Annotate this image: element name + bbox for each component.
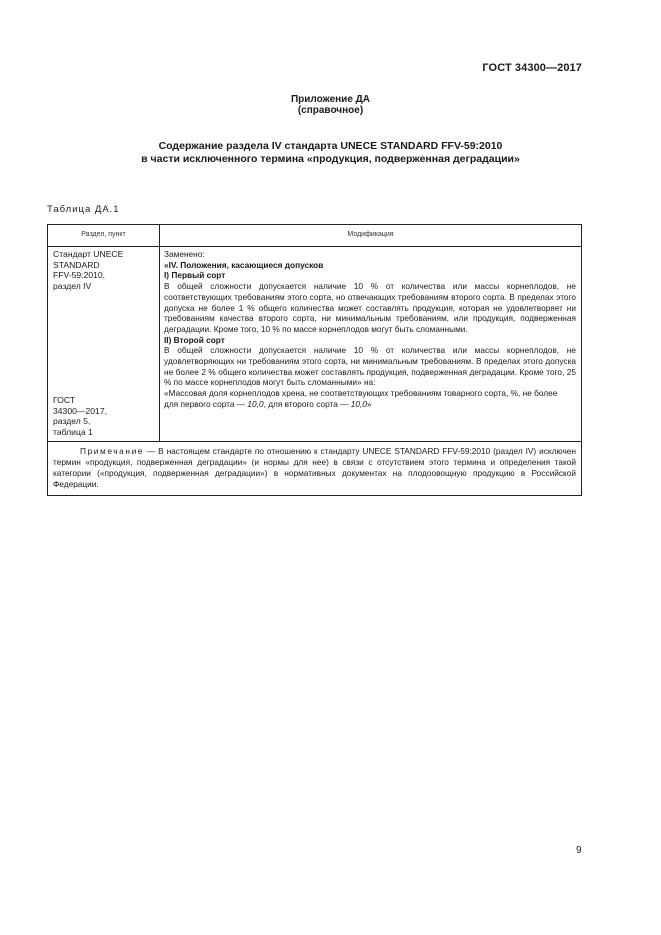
heading-line-2: в части исключенного термина «продукция, подверженная деградации» [141, 153, 520, 165]
tolerances-title: «IV. Положения, касающиеся допусков [164, 259, 324, 270]
replaced-label: Заменено: [164, 249, 205, 259]
section-heading [0, 140, 661, 166]
annex-title: Приложение ДА [290, 94, 371, 105]
class-1-text: В общей сложности допускается наличие 10 % от количества или массы корнеплодов, не соответствующих требованиям этого сорта, но отвечающих требованиям второго сорта. В пределах этого допуска не более 1 % общего количества может составлять продукция, которая не удовлетворяет ни требованиям качества второго сорта, ни минимальным требованиям, или продукция, подверженная деградации. Кроме того, 10 % по массе корнеплодов могут быть сломанными. [164, 281, 576, 334]
column-header-section: Раздел, пункт [48, 225, 160, 247]
standard-code: ГОСТ 34300—2017 [482, 62, 582, 74]
value-first-grade: 10,0 [247, 398, 264, 409]
gost-text-prefix: для первого сорта — [164, 398, 248, 409]
gost-text-line-1: «Массовая доля корнеплодов хрена, не соответствующих требованиям товарного сорта, %, не более [164, 388, 558, 399]
note-label: Примечание [80, 445, 145, 456]
annex-type: (справочное) [297, 105, 364, 116]
note-row [48, 441, 582, 495]
gost-text-line-2 [164, 399, 576, 410]
value-second-grade: 10,0 [350, 398, 367, 409]
column-header-modification: Модификация [160, 225, 582, 247]
class-2-text: В общей сложности допускается наличие 10 % от количества или массы корнеплодов, не удовлетворяющих ни требованиям этого сорта, ни минимальным требованиям. В пределах этого допуска не более 2 % общего количества может составлять продукция, подверженная деградации. Кроме того, 25 % по массе корнеплодов могут быть сломанными» на: [164, 345, 576, 388]
class-1-title: I) Первый сорт [164, 270, 226, 281]
note-text: В настоящем стандарте по отношению к стандарту UNECE STANDARD FFV-59:2010 (раздел IV) исключен термин «продукция, подверженная деградации» (и нормы для нее) в связи с отсутствием этого термина и определения такой категории («продукция, подверженная деградации») в нормативных документах на плодоовощную продукцию в Российской Федерации. [53, 445, 576, 489]
modification-table [47, 224, 582, 496]
gost-text-mid: , для второго сорта — [263, 398, 351, 409]
section-ref-line: ГОСТ [53, 394, 76, 405]
section-ref-line: FFV-59:2010, [53, 270, 106, 281]
section-ref-line: раздел IV [53, 281, 92, 292]
section-ref-gost [53, 395, 155, 438]
heading-line-1: Содержание раздела IV стандарта UNECE STANDARD FFV-59:2010 [158, 140, 503, 152]
table-row [48, 247, 582, 442]
table-caption: Таблица ДА.1 [47, 204, 120, 215]
section-ref-unece [53, 249, 155, 292]
section-ref-line: STANDARD [53, 259, 100, 270]
class-2-title: II) Второй сорт [164, 334, 225, 345]
gost-text-suffix: » [366, 398, 372, 409]
section-ref-line: 34300—2017, [53, 405, 107, 416]
section-ref-line: таблица 1 [53, 426, 93, 437]
table-header-row [48, 225, 582, 247]
modification-cell [160, 247, 582, 442]
section-ref-line: раздел 5, [53, 416, 91, 427]
section-ref-line: Стандарт UNECE [53, 249, 124, 259]
section-cell [48, 247, 160, 442]
note-cell [48, 441, 582, 495]
note-dash: — [144, 445, 159, 456]
page-number: 9 [576, 845, 582, 856]
